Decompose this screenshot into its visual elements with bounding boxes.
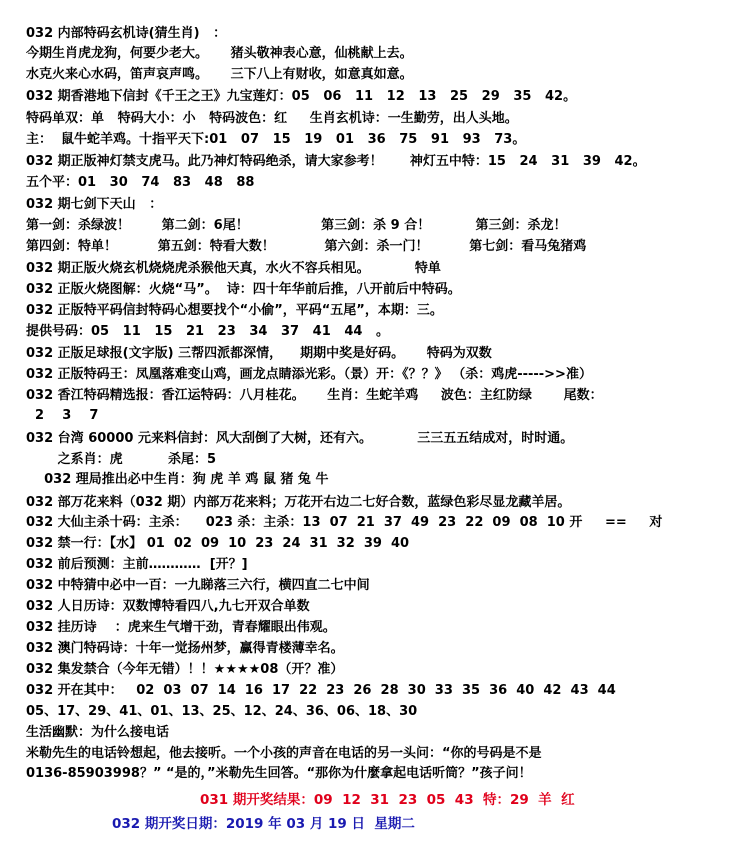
text-line: 今期生肖虎龙狗，何要少老大。 猪头敬神表心意，仙桃献上去。 xyxy=(26,46,413,61)
text-line: 提供号码：05 11 15 21 23 34 37 41 44 。 xyxy=(26,324,390,339)
text-line: 米勒先生的电话铃想起，他去接听。一个小孩的声音在电话的另一头问：“你的号码是不是 xyxy=(26,746,542,761)
text-line: 032 中特猜中必中一百：一九睇落三六行，横四直二七中间 xyxy=(26,578,370,593)
text-line: 032 期七剑下天山 ： xyxy=(26,197,163,212)
text-line: 0136-85903998？” “是的，”米勒先生回答。“那你为什麼拿起电话听筒？”孩子问！ xyxy=(26,766,532,781)
text-line: 032 期香港地下信封《千王之王》九宝莲灯：05 06 11 12 13 25 29 35 42。 xyxy=(26,89,577,104)
text-line: 032 内部特码玄机诗(猜生肖) ： xyxy=(26,26,227,41)
text-line: 032 正版火烧图解：火烧“马”。 诗：四十年华前后推，八开前后中特码。 xyxy=(26,282,461,297)
text-line: 生活幽默：为什么接电话 xyxy=(26,725,170,740)
text-line: 032 香江特码精选报：香江运特码：八月桂花。 生肖：生蛇羊鸡 波色：主红防绿 尾数： xyxy=(26,388,603,403)
text-line: 032 正版特码王：凤凰落难变山鸡，画龙点睛添光彩。（景）开：《？？》 （杀：鸡虎----->>准） xyxy=(26,367,592,382)
text-line: 032 人日历诗：双数博特看四八,九七开双合单数 xyxy=(26,599,310,614)
text-line: 032 开在其中： 02 03 07 14 16 17 22 23 26 28 30 33 35 36 40 42 43 44 xyxy=(26,683,616,698)
text-line: 第一剑：杀绿波！ 第二剑：6尾！ 第三剑：杀 9 合！ 第三剑：杀龙！ xyxy=(26,218,567,233)
text-line: 032 期正版神灯禁支虎马。此乃神灯特码绝杀，请大家参考！ 神灯五中特：15 24 31 39 42。 xyxy=(26,154,646,169)
text-line: 主： 鼠牛蛇羊鸡。十指平天下:01 07 15 19 01 36 75 91 93 73。 xyxy=(26,132,526,147)
text-line: 032 挂历诗 ：虎来生气增干劲，青春耀眼出伟观。 xyxy=(26,620,336,635)
text-line: 特码单双：单 特码大小：小 特码波色：红 生肖玄机诗：一生勤劳，出人头地。 xyxy=(26,111,518,126)
text-line: 032 期正版火烧玄机烧烧虎杀猴他天真，水火不容兵相见。 特单 xyxy=(26,261,441,276)
text-line: 032 澳门特码诗：十年一觉扬州梦，赢得青楼薄幸名。 xyxy=(26,641,344,656)
text-line: 之系肖：虎 杀尾：5 xyxy=(26,452,216,467)
text-line: 032 集发禁合（今年无错）！！★★★★08（开？准） xyxy=(26,662,344,677)
text-line: 05、17、29、41、01、13、25、12、24、36、06、18、30 xyxy=(26,704,418,719)
text-line: 032 正版特平码信封特码心想要找个“小偷”，平码“五尾”，本期：三。 xyxy=(26,303,443,318)
text-line: 032 正版足球报(文字版) 三帮四派都深情， 期期中奖是好码。 特码为双数 xyxy=(26,346,492,361)
next-draw-date: 032 期开奖日期：2019 年 03 月 19 日 星期二 xyxy=(112,816,415,832)
previous-draw-result: 031 期开奖结果：09 12 31 23 05 43 特：29 羊 红 xyxy=(200,792,575,808)
text-line: 032 理局推出必中生肖：狗 虎 羊 鸡 鼠 猪 兔 牛 xyxy=(26,472,329,487)
text-line: 2 3 7 xyxy=(26,408,99,423)
text-line: 032 大仙主杀十码：主杀： 023 杀：主杀：13 07 21 37 49 23 22 09 08 10 开 == 对 xyxy=(26,515,663,530)
text-line: 032 前后预测：主前………… [开？] xyxy=(26,557,248,572)
text-line: 第四剑：特单！ 第五剑：特看大数！ 第六剑：杀一门！ 第七剑：看马兔猪鸡 xyxy=(26,239,587,254)
text-line: 032 部万花来料（032 期）内部万花来料；万花开右边二七好合数，蓝绿色彩尽显龙藏羊居。 xyxy=(26,495,571,510)
text-line: 水克火来心水码，笛声哀声鸣。 三下八上有财收，如意真如意。 xyxy=(26,67,413,82)
text-line: 032 台湾 60000 元来料信封：风大刮倒了大树，还有六。 三三五五结成对，时时通。 xyxy=(26,431,574,446)
text-line: 032 禁一行：【水】 01 02 09 10 23 24 31 32 39 40 xyxy=(26,536,410,551)
text-line: 五个平：01 30 74 83 48 88 xyxy=(26,175,255,190)
